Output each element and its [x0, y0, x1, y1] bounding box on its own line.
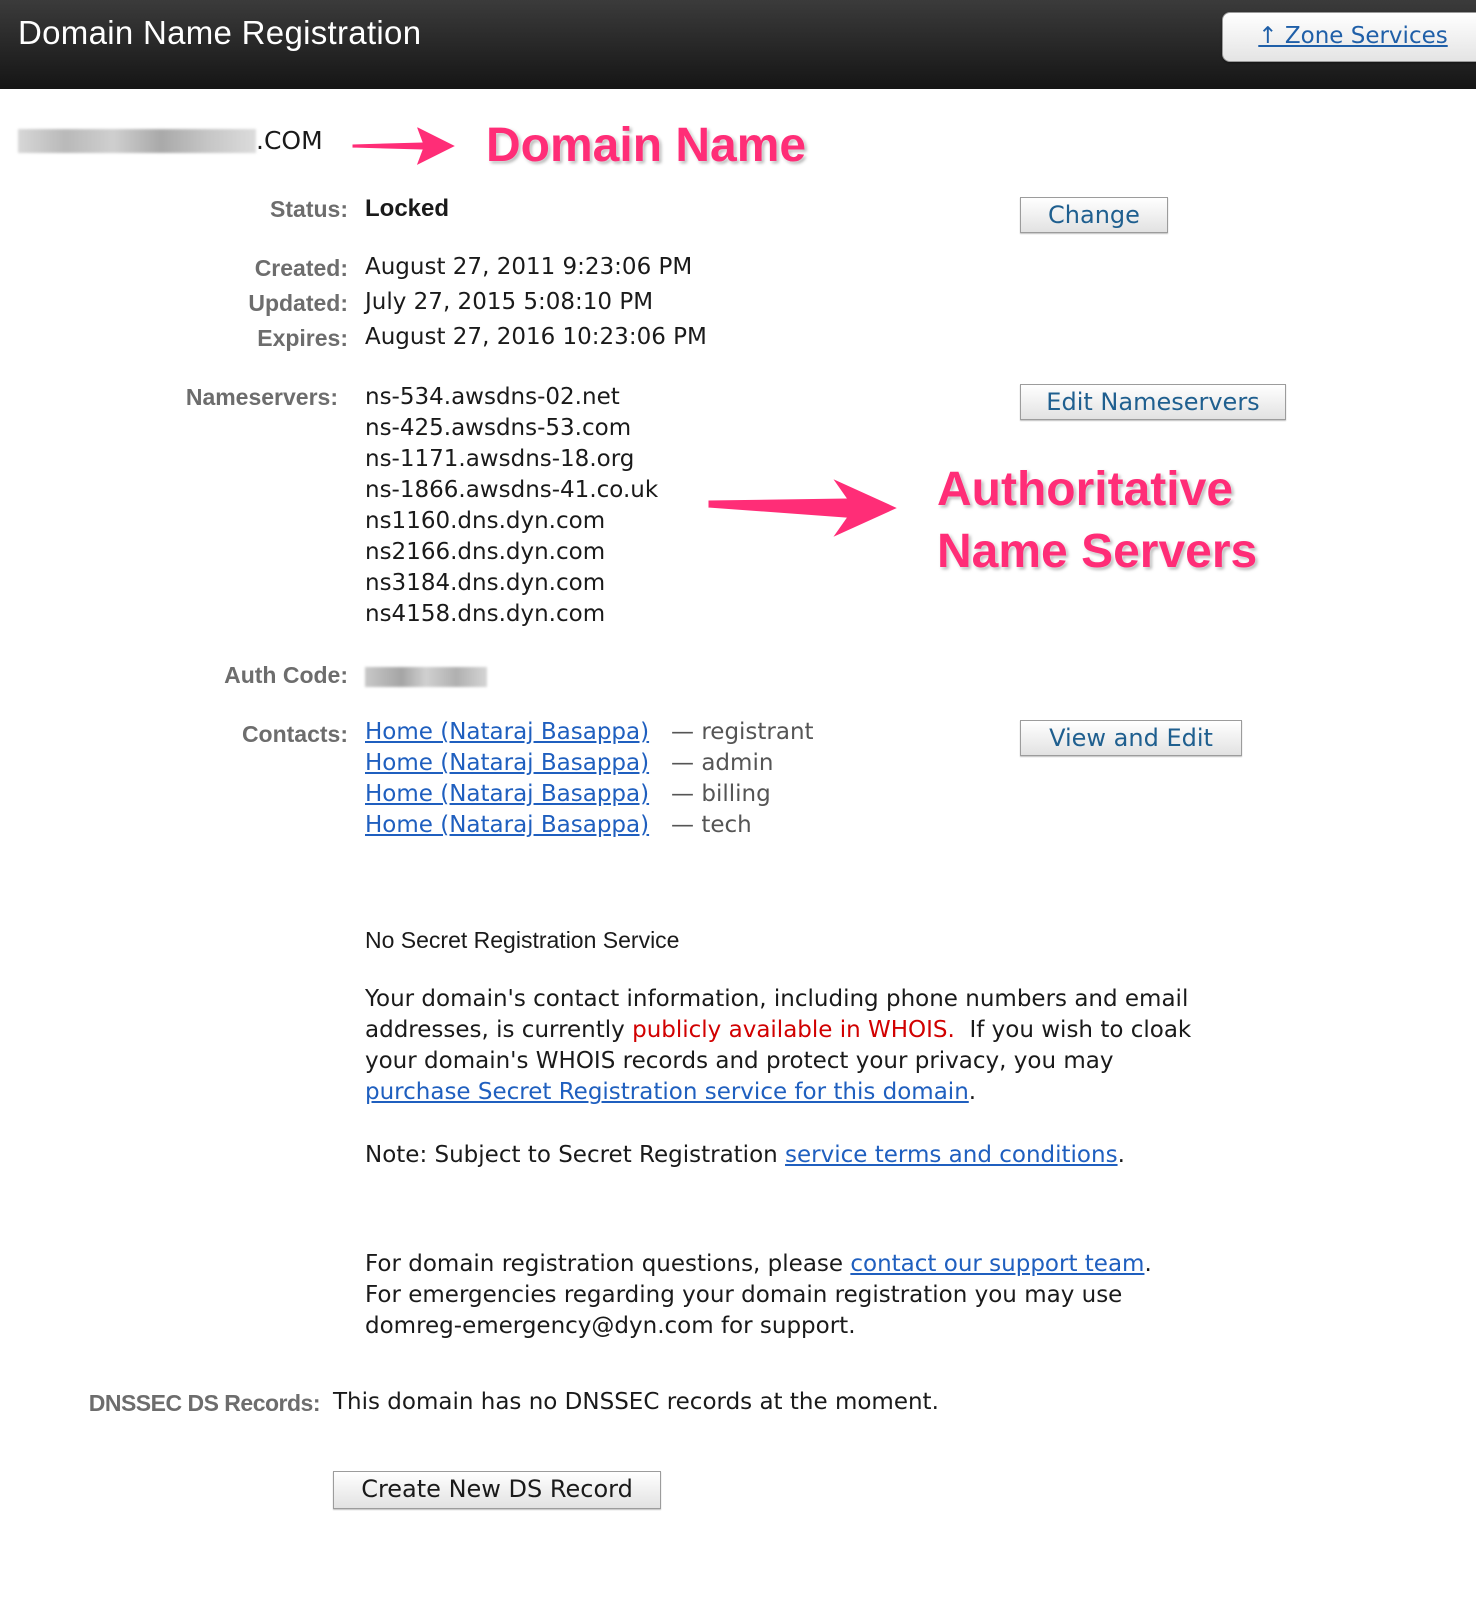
created-value: August 27, 2011 9:23:06 PM — [365, 254, 693, 280]
annotation-arrow-domain — [350, 120, 460, 170]
status-label: Status: — [270, 196, 348, 222]
nameserver-item: ns-534.awsdns-02.net — [365, 384, 620, 410]
zone-services-label[interactable]: ↑ Zone Services — [1258, 23, 1448, 49]
zone-services-button[interactable] — [1222, 12, 1476, 62]
annotation-authoritative: Authoritative — [937, 463, 1234, 516]
contact-role: — registrant — [671, 719, 814, 745]
dnssec-value: This domain has no DNSSEC records at the moment. — [333, 1389, 939, 1415]
support-text — [365, 1249, 1152, 1342]
note-text: . — [1117, 1142, 1125, 1168]
nameserver-list — [365, 382, 658, 630]
contact-role: — tech — [671, 812, 752, 838]
nameserver-item: ns3184.dns.dyn.com — [365, 570, 606, 596]
page-title: Domain Name Registration — [18, 14, 422, 51]
contact-support-link[interactable]: contact our support team — [850, 1251, 1145, 1277]
nameserver-item: ns4158.dns.dyn.com — [365, 601, 606, 627]
contact-row — [365, 750, 773, 776]
nameserver-item: ns2166.dns.dyn.com — [365, 539, 606, 565]
contact-link[interactable]: Home (Nataraj Basappa) — [365, 750, 650, 776]
purchase-secret-link[interactable]: purchase Secret Registration service for this domain — [365, 1079, 969, 1105]
domain-name — [18, 126, 323, 155]
contact-role: — admin — [671, 750, 774, 776]
dnssec-label: DNSSEC DS Records: — [88, 1390, 320, 1416]
terms-link[interactable]: service terms and conditions — [785, 1142, 1118, 1168]
secret-paragraph — [365, 984, 1215, 1108]
support-line: . — [1144, 1251, 1152, 1277]
secret-text: . — [968, 1079, 977, 1105]
expires-value: August 27, 2016 10:23:06 PM — [365, 324, 707, 350]
nameserver-item: ns-1171.awsdns-18.org — [365, 446, 635, 472]
secret-note — [365, 1140, 1125, 1171]
nameservers-label: Nameservers: — [185, 384, 338, 410]
contacts-label: Contacts: — [241, 721, 348, 747]
auth-code-label: Auth Code: — [224, 662, 348, 688]
contact-link[interactable]: Home (Nataraj Basappa) — [365, 719, 650, 745]
contact-link[interactable]: Home (Nataraj Basappa) — [365, 781, 650, 807]
header-bar — [0, 0, 1476, 89]
nameserver-item: ns-1866.awsdns-41.co.uk — [365, 477, 659, 503]
redacted-domain — [18, 129, 256, 153]
domain-tld: .COM — [256, 126, 323, 155]
support-line: domreg-emergency@dyn.com for support. — [365, 1313, 856, 1339]
change-button[interactable]: Change — [1020, 197, 1168, 233]
edit-nameservers-button[interactable]: Edit Nameservers — [1020, 384, 1286, 420]
updated-label: Updated: — [248, 290, 348, 316]
note-text: Note: Subject to Secret Registration — [365, 1142, 786, 1168]
secret-heading: No Secret Registration Service — [365, 927, 680, 953]
create-ds-record-button[interactable]: Create New DS Record — [333, 1471, 661, 1509]
updated-value: July 27, 2015 5:08:10 PM — [365, 289, 654, 315]
annotation-name-servers: Name Servers — [937, 525, 1258, 578]
nameserver-item: ns1160.dns.dyn.com — [365, 508, 606, 534]
nameserver-item: ns-425.awsdns-53.com — [365, 415, 632, 441]
created-label: Created: — [254, 255, 348, 281]
redacted-auth-code — [365, 667, 487, 687]
annotation-domain-name: Domain Name — [486, 119, 807, 172]
support-line: For emergencies regarding your domain registration you may use — [365, 1282, 1123, 1308]
secret-text: If you wish to cloak your domain's WHOIS records and protect your privacy, you may — [365, 1017, 1199, 1074]
view-and-edit-button[interactable]: View and Edit — [1020, 720, 1242, 756]
contact-row — [365, 781, 771, 807]
expires-label: Expires: — [257, 325, 348, 351]
secret-text: Your domain's contact information, including phone numbers and email addresses, is currently — [365, 986, 1189, 1043]
contact-row — [365, 812, 752, 838]
support-line: For domain registration questions, please — [365, 1251, 851, 1277]
annotation-arrow-nameservers — [706, 474, 902, 544]
status-value: Locked — [365, 195, 450, 222]
contact-row — [365, 719, 814, 745]
contact-link[interactable]: Home (Nataraj Basappa) — [365, 812, 650, 838]
whois-warning: publicly available in WHOIS. — [632, 1017, 955, 1043]
contact-role: — billing — [671, 781, 771, 807]
